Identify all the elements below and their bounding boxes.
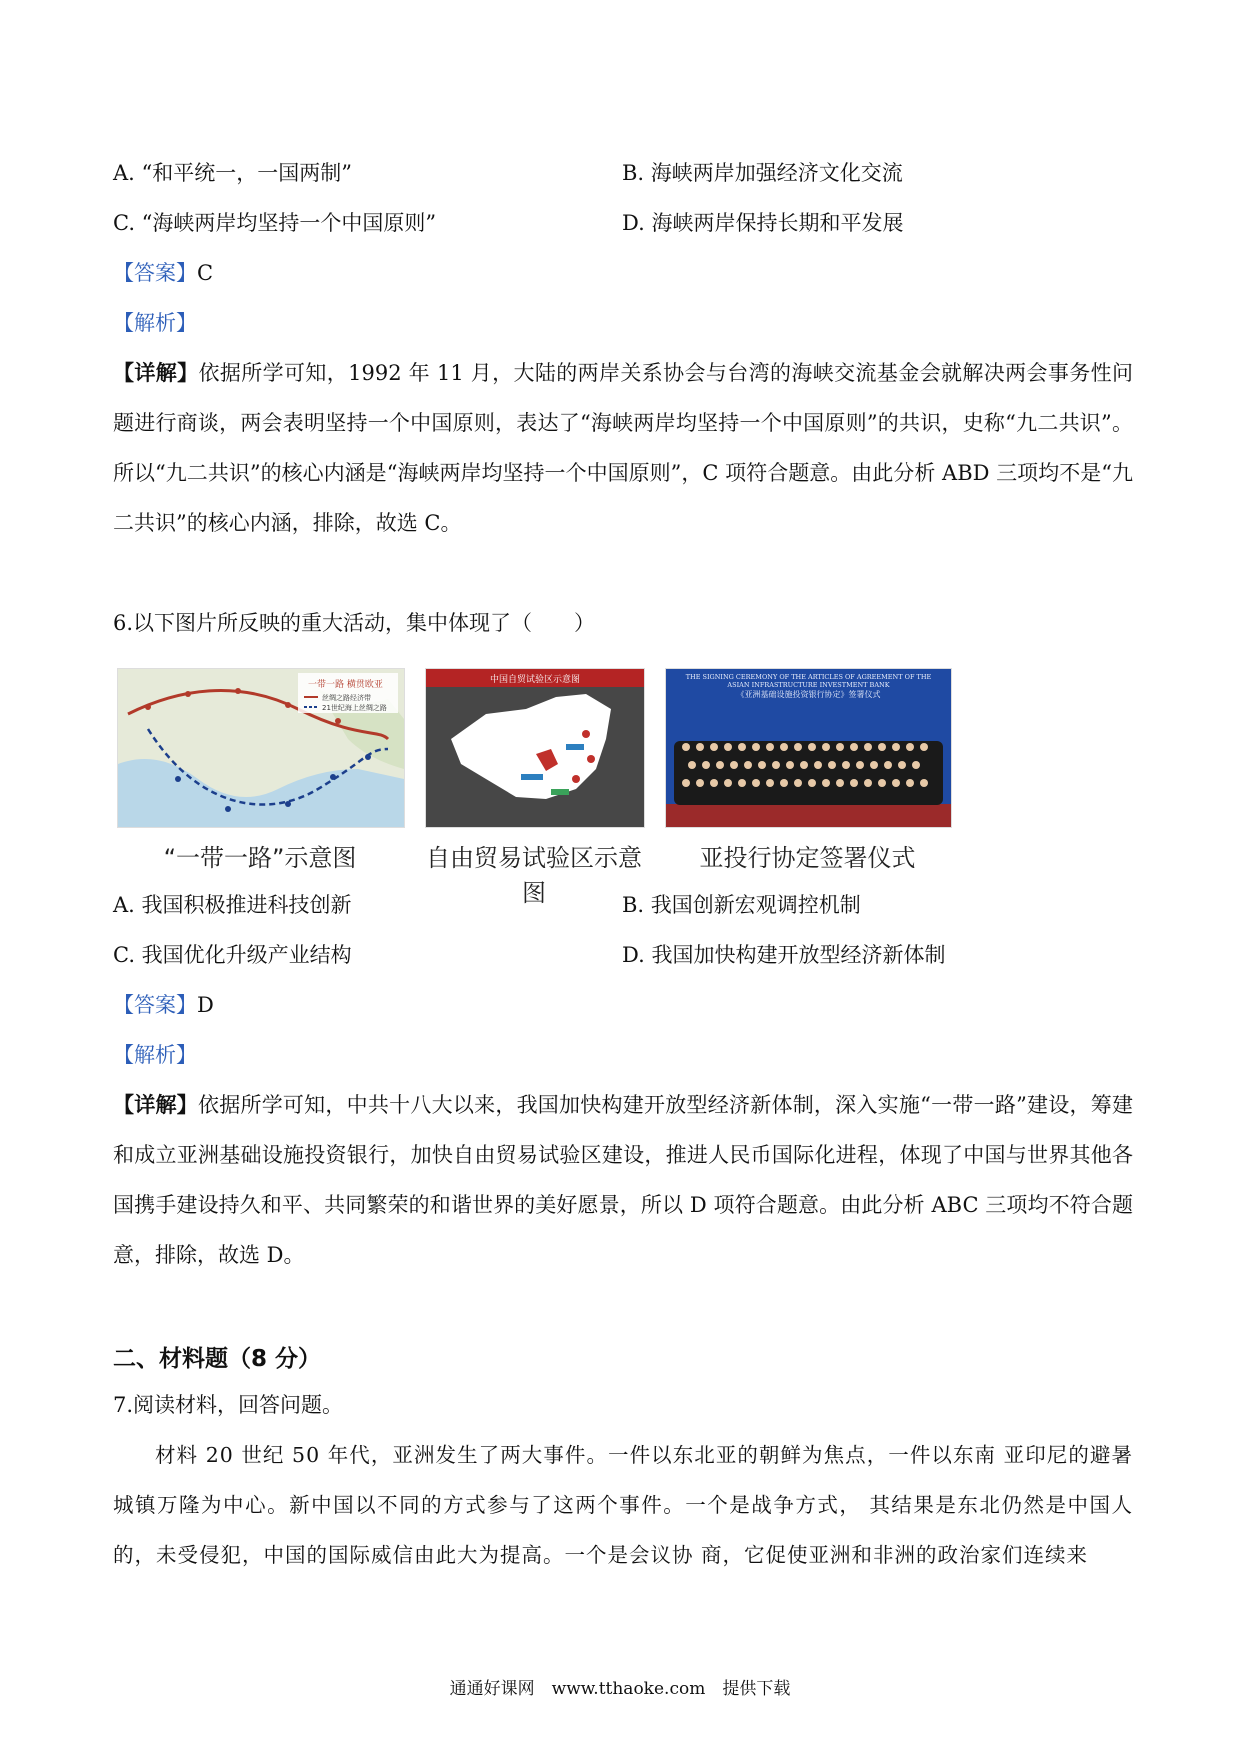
q6-analysis xyxy=(113,1040,197,1070)
analysis-label: 【解析】 xyxy=(113,1043,197,1067)
detail-text: 依据所学可知，1992 年 11 月，大陆的两岸关系协会与台湾的海峡交流基金会就解决两会事务性问题进行商谈，两会表明坚持一个中国原则，表达了“海峡两岸均坚持一个中国原则”的共识，史称“九二共识”。所以“九二共识”的核心内涵是“海峡两岸均坚持一个中国原则”，C 项符合题意。由此分析 ABD 三项均不是“九二共识”的核心内涵，排除，故选 C。 xyxy=(113,361,1134,535)
q5-detail-paragraph xyxy=(113,348,1133,548)
map-inner-title: 一带一路 横贯欧亚 xyxy=(308,680,383,690)
map-legend-sea: 21世纪海上丝绸之路 xyxy=(322,704,387,712)
detail-label: 【详解】 xyxy=(113,1092,198,1117)
belt-road-map-image xyxy=(117,668,405,828)
q6-detail-paragraph xyxy=(113,1080,1133,1280)
answer-label: 【答案】 xyxy=(113,261,197,285)
figure-caption-belt-road: “一带一路”示意图 xyxy=(163,844,357,872)
aiib-inner-subtitle: 《亚洲基础设施投资银行协定》签署仪式 xyxy=(736,690,881,699)
q6-option-b: B. 我国创新宏观调控机制 xyxy=(622,893,861,917)
q5-answer xyxy=(113,258,213,288)
free-trade-zone-map-image xyxy=(425,668,645,828)
q5-option-a: A. “和平统一，一国两制” xyxy=(113,161,352,185)
map-legend-land: 丝绸之路经济带 xyxy=(322,694,371,702)
aiib-ceremony-graphic xyxy=(666,669,951,827)
section-title: 二、材料题（8 分） xyxy=(113,1346,322,1372)
answer-label: 【答案】 xyxy=(113,993,197,1017)
q5-option-b: B. 海峡两岸加强经济文化交流 xyxy=(622,161,903,185)
q6-option-c: C. 我国优化升级产业结构 xyxy=(113,943,352,967)
q6-option-a: A. 我国积极推进科技创新 xyxy=(113,893,352,917)
q6-option-d: D. 我国加快构建开放型经济新体制 xyxy=(622,943,946,967)
answer-value: C xyxy=(197,261,214,285)
free-trade-zone-graphic xyxy=(426,669,644,827)
aiib-ceremony-photo xyxy=(665,668,952,828)
free-trade-inner-title: 中国自贸试验区示意图 xyxy=(489,675,581,685)
q6-answer xyxy=(113,990,214,1020)
aiib-inner-title: THE SIGNING CEREMONY OF THE ARTICLES OF AGREEMENT OF THE ASIAN INFRASTRUCTURE INVESTMENT BANK xyxy=(685,673,932,689)
figure-caption-aiib: 亚投行协定签署仪式 xyxy=(699,844,916,872)
q5-option-c: C. “海峡两岸均坚持一个中国原则” xyxy=(113,211,437,235)
q7-stem: 7.阅读材料，回答问题。 xyxy=(113,1393,344,1417)
q5-analysis xyxy=(113,308,197,338)
analysis-label: 【解析】 xyxy=(113,311,197,335)
page-footer: 通通好课网 www.tthaoke.com 提供下载 xyxy=(449,1679,791,1699)
q5-option-d: D. 海峡两岸保持长期和平发展 xyxy=(622,211,904,235)
q7-material: 材料 20 世纪 50 年代，亚洲发生了两大事件。一件以东北亚的朝鲜为焦点，一件以东南 亚印尼的避暑城镇万隆为中心。新中国以不同的方式参与了这两个事件。一个是战争方式， 其结果是东北仍然是中国人的，未受侵犯，中国的国际威信由此大为提高。一个是会议协 商，它促使亚洲和非洲的政治家们连续来 xyxy=(113,1443,1133,1567)
answer-value: D xyxy=(197,993,214,1017)
detail-label: 【详解】 xyxy=(113,360,199,385)
belt-road-map-graphic xyxy=(118,669,404,827)
figure-caption-free-trade: 自由贸易试验区示意图 xyxy=(426,844,642,907)
q6-stem: 6.以下图片所反映的重大活动，集中体现了（ ） xyxy=(113,611,596,635)
detail-text: 依据所学可知，中共十八大以来，我国加快构建开放型经济新体制，深入实施“一带一路”建设，筹建和成立亚洲基础设施投资银行，加快自由贸易试验区建设，推进人民币国际化进程，体现了中国与世界其他各国携手建设持久和平、共同繁荣的和谐世界的美好愿景，所以 D 项符合题意。由此分析 ABC 三项均不符合题意，排除，故选 D。 xyxy=(113,1093,1134,1267)
